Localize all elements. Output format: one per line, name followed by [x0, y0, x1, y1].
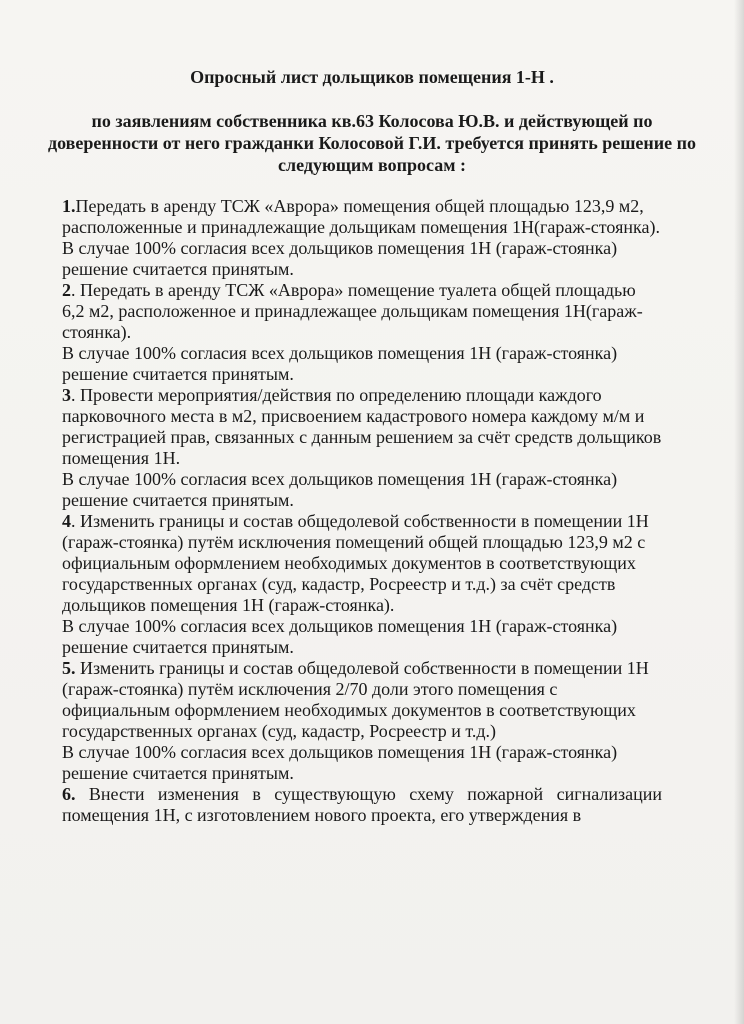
question-5	[62, 658, 662, 742]
question-text: Передать в аренду ТСЖ «Аврора» помещения общей площадью 123,9 м2, расположенные и принадлежащие дольщикам помещения 1Н(гараж-стоянка).	[62, 196, 660, 237]
question-2	[62, 280, 662, 343]
questions-list	[62, 196, 662, 826]
question-4-condition: В случае 100% согласия всех дольщиков помещения 1Н (гараж-стоянка) решение считается принятым.	[62, 616, 618, 657]
document-subtitle: по заявлениям собственника кв.63 Колосова Ю.В. и действующей по доверенности от него гражданки Колосовой Г.И. требуется принять решение по следующим вопросам :	[47, 111, 697, 175]
question-5-condition: В случае 100% согласия всех дольщиков помещения 1Н (гараж-стоянка) решение считается принятым.	[62, 742, 618, 783]
question-number: 2	[62, 280, 71, 300]
scan-edge-shadow	[734, 0, 744, 1024]
question-text: . Изменить границы и состав общедолевой собственности в помещении 1Н (гараж-стоянка) путём исключения помещений общей площадью 123,9 м2 с официальным оформлением необходимых документов в соответствующих государственных органах (суд, кадастр, Росреестр и т.д.) за счёт средств дольщиков помещения 1Н (гараж-стоянка).	[62, 511, 649, 615]
question-6	[62, 784, 662, 826]
question-4	[62, 511, 662, 616]
question-text: . Провести мероприятия/действия по определению площади каждого парковочного места в м2, присвоением кадастрового номера каждому м/м и регистрацией прав, связанных с данным решением за счёт средств дольщиков помещения 1Н.	[62, 385, 662, 468]
question-number: 5.	[62, 658, 76, 678]
question-3-condition: В случае 100% согласия всех дольщиков помещения 1Н (гараж-стоянка) решение считается принятым.	[62, 469, 618, 510]
question-number: 1.	[62, 196, 76, 216]
question-number: 4	[62, 511, 71, 531]
question-number: 3	[62, 385, 71, 405]
question-1-condition: В случае 100% согласия всех дольщиков помещения 1Н (гараж-стоянка) решение считается принятым.	[62, 238, 618, 279]
question-3	[62, 385, 662, 469]
question-2-condition: В случае 100% согласия всех дольщиков помещения 1Н (гараж-стоянка) решение считается принятым.	[62, 343, 618, 384]
question-text: Изменить границы и состав общедолевой собственности в помещении 1Н (гараж-стоянка) путём исключения 2/70 доли этого помещения с официальным оформлением необходимых документов в соответствующих государственных органах (суд, кадастр, Росреестр и т.д.)	[62, 658, 649, 741]
document-title: Опросный лист дольщиков помещения 1-Н .	[190, 67, 554, 87]
question-text: Внести изменения в существующую схему пожарной сигнализации помещения 1Н, с изготовлением нового проекта, его утверждения в	[62, 784, 662, 825]
question-text: . Передать в аренду ТСЖ «Аврора» помещение туалета общей площадью 6,2 м2, расположенное и принадлежащее дольщикам помещения 1Н(гараж-стоянка).	[62, 280, 643, 342]
question-1	[62, 196, 662, 238]
question-number: 6.	[62, 784, 76, 804]
